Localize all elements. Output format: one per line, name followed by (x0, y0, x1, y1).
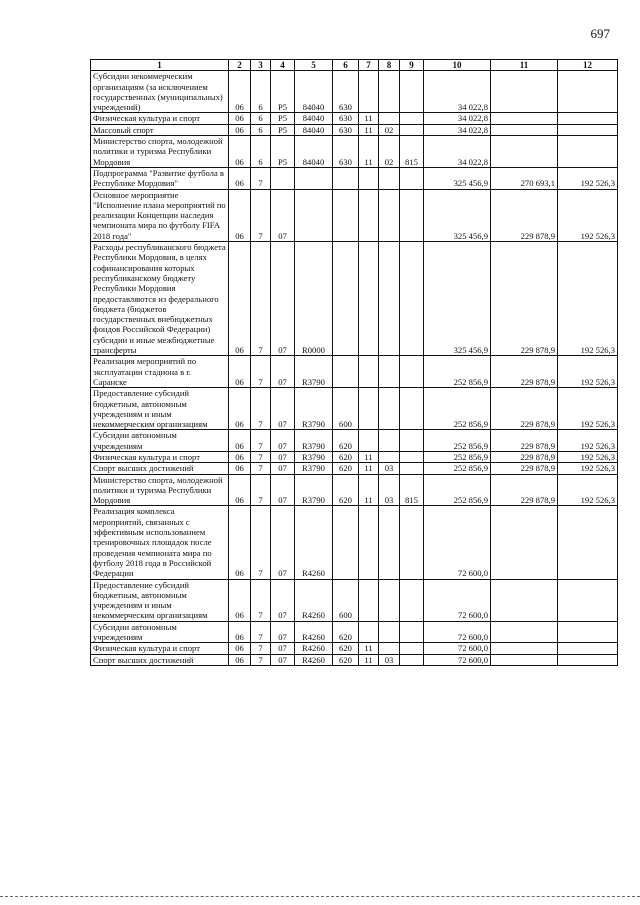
code-cell: 06 (229, 621, 251, 643)
amount-cell: 192 526,3 (558, 242, 618, 356)
code-cell: 02 (379, 124, 400, 135)
code-cell: 07 (271, 643, 295, 654)
code-cell: P5 (271, 124, 295, 135)
code-cell: R4260 (295, 654, 333, 665)
code-cell: 630 (333, 71, 359, 113)
table-row (91, 463, 618, 474)
table-body (91, 71, 618, 666)
code-cell: 7 (251, 356, 271, 388)
code-cell (400, 654, 424, 665)
code-cell: 11 (359, 654, 379, 665)
amount-cell: 72 600,0 (424, 643, 491, 654)
table-row (91, 71, 618, 113)
code-cell: 07 (271, 654, 295, 665)
code-cell (379, 388, 400, 430)
code-cell (359, 621, 379, 643)
table-row (91, 242, 618, 356)
code-cell: 630 (333, 113, 359, 124)
amount-cell (558, 113, 618, 124)
amount-cell: 192 526,3 (558, 463, 618, 474)
code-cell: 620 (333, 463, 359, 474)
code-cell: 815 (400, 474, 424, 506)
code-cell (400, 643, 424, 654)
code-cell (359, 242, 379, 356)
code-cell: R3790 (295, 430, 333, 452)
code-cell: 07 (271, 621, 295, 643)
amount-cell: 229 878,9 (491, 356, 558, 388)
amount-cell: 229 878,9 (491, 242, 558, 356)
code-cell: 06 (229, 124, 251, 135)
code-cell: 7 (251, 463, 271, 474)
code-cell: 7 (251, 388, 271, 430)
amount-cell: 192 526,3 (558, 451, 618, 462)
code-cell: 11 (359, 113, 379, 124)
amount-cell: 192 526,3 (558, 474, 618, 506)
table-row (91, 356, 618, 388)
code-cell: 06 (229, 71, 251, 113)
item-name-cell: Субсидии автономным учреждениям (91, 621, 229, 643)
code-cell: 11 (359, 136, 379, 168)
code-cell: 07 (271, 388, 295, 430)
code-cell: 06 (229, 356, 251, 388)
code-cell: 7 (251, 654, 271, 665)
code-cell: R0000 (295, 242, 333, 356)
amount-cell (558, 136, 618, 168)
code-cell: 07 (271, 579, 295, 621)
code-cell: R3790 (295, 388, 333, 430)
table-row (91, 430, 618, 452)
code-cell: 07 (271, 242, 295, 356)
amount-cell (491, 579, 558, 621)
code-cell (333, 167, 359, 189)
amount-cell: 325 456,9 (424, 167, 491, 189)
column-header: 5 (295, 60, 333, 71)
code-cell: 7 (251, 474, 271, 506)
code-cell (400, 167, 424, 189)
code-cell (295, 189, 333, 241)
amount-cell: 192 526,3 (558, 167, 618, 189)
code-cell: 06 (229, 474, 251, 506)
code-cell (379, 643, 400, 654)
code-cell: 620 (333, 643, 359, 654)
code-cell: 03 (379, 474, 400, 506)
amount-cell (491, 643, 558, 654)
amount-cell: 192 526,3 (558, 189, 618, 241)
column-header: 4 (271, 60, 295, 71)
header-row (91, 60, 618, 71)
code-cell: 630 (333, 136, 359, 168)
code-cell: 06 (229, 167, 251, 189)
code-cell (400, 242, 424, 356)
code-cell (379, 506, 400, 579)
code-cell: 7 (251, 643, 271, 654)
table-row (91, 506, 618, 579)
code-cell: 84040 (295, 71, 333, 113)
code-cell (359, 579, 379, 621)
code-cell: 06 (229, 451, 251, 462)
code-cell: 06 (229, 242, 251, 356)
column-header: 6 (333, 60, 359, 71)
code-cell: 7 (251, 621, 271, 643)
column-header: 11 (491, 60, 558, 71)
code-cell (400, 124, 424, 135)
amount-cell: 229 878,9 (491, 189, 558, 241)
code-cell: 06 (229, 388, 251, 430)
amount-cell: 252 856,9 (424, 430, 491, 452)
code-cell (400, 356, 424, 388)
code-cell: 11 (359, 643, 379, 654)
item-name-cell: Физическая культура и спорт (91, 113, 229, 124)
code-cell: 06 (229, 113, 251, 124)
code-cell: 7 (251, 189, 271, 241)
code-cell: P5 (271, 136, 295, 168)
code-cell (333, 242, 359, 356)
amount-cell: 192 526,3 (558, 430, 618, 452)
code-cell: 815 (400, 136, 424, 168)
table-row (91, 579, 618, 621)
code-cell: 02 (379, 136, 400, 168)
code-cell: 620 (333, 430, 359, 452)
code-cell: 03 (379, 463, 400, 474)
code-cell: 07 (271, 451, 295, 462)
code-cell: 84040 (295, 136, 333, 168)
amount-cell: 325 456,9 (424, 189, 491, 241)
table-row (91, 621, 618, 643)
code-cell: R3790 (295, 451, 333, 462)
code-cell: 07 (271, 430, 295, 452)
code-cell (400, 189, 424, 241)
code-cell: 03 (379, 654, 400, 665)
code-cell: 620 (333, 474, 359, 506)
code-cell (400, 71, 424, 113)
code-cell (400, 506, 424, 579)
code-cell: 06 (229, 430, 251, 452)
amount-cell: 229 878,9 (491, 451, 558, 462)
amount-cell: 252 856,9 (424, 451, 491, 462)
column-header: 12 (558, 60, 618, 71)
item-name-cell: Массовый спорт (91, 124, 229, 135)
amount-cell: 34 022,8 (424, 124, 491, 135)
table-row (91, 136, 618, 168)
code-cell: R3790 (295, 474, 333, 506)
code-cell (359, 189, 379, 241)
code-cell (295, 167, 333, 189)
code-cell (333, 356, 359, 388)
code-cell (400, 621, 424, 643)
code-cell (359, 430, 379, 452)
code-cell (379, 451, 400, 462)
code-cell: 07 (271, 189, 295, 241)
code-cell: R4260 (295, 506, 333, 579)
item-name-cell: Спорт высших достижений (91, 654, 229, 665)
code-cell (333, 189, 359, 241)
amount-cell (491, 124, 558, 135)
code-cell (379, 430, 400, 452)
code-cell: 06 (229, 136, 251, 168)
code-cell: 7 (251, 579, 271, 621)
code-cell: 07 (271, 506, 295, 579)
amount-cell: 252 856,9 (424, 474, 491, 506)
code-cell: 07 (271, 463, 295, 474)
item-name-cell: Предоставление субсидий бюджетным, автономным учреждениям и иным некоммерческим организациям (91, 388, 229, 430)
amount-cell (491, 71, 558, 113)
code-cell: 7 (251, 242, 271, 356)
code-cell (400, 579, 424, 621)
budget-table (90, 59, 618, 666)
amount-cell: 229 878,9 (491, 463, 558, 474)
item-name-cell: Субсидии некоммерческим организациям (за исключением государственных (муниципальных) учреждений) (91, 71, 229, 113)
column-header: 10 (424, 60, 491, 71)
code-cell: 7 (251, 506, 271, 579)
code-cell: 6 (251, 71, 271, 113)
amount-cell (558, 124, 618, 135)
table-row (91, 388, 618, 430)
table-row (91, 654, 618, 665)
code-cell: R4260 (295, 643, 333, 654)
amount-cell: 72 600,0 (424, 654, 491, 665)
code-cell (400, 451, 424, 462)
code-cell: 7 (251, 451, 271, 462)
code-cell (379, 189, 400, 241)
code-cell (271, 167, 295, 189)
code-cell (379, 621, 400, 643)
item-name-cell: Министерство спорта, молодежной политики и туризма Республики Мордовия (91, 474, 229, 506)
code-cell: R4260 (295, 579, 333, 621)
code-cell (379, 167, 400, 189)
code-cell: 07 (271, 474, 295, 506)
amount-cell (491, 113, 558, 124)
table-row (91, 124, 618, 135)
amount-cell: 192 526,3 (558, 356, 618, 388)
code-cell (400, 463, 424, 474)
code-cell (333, 506, 359, 579)
table-row (91, 643, 618, 654)
item-name-cell: Физическая культура и спорт (91, 451, 229, 462)
code-cell (359, 506, 379, 579)
code-cell: R3790 (295, 356, 333, 388)
amount-cell (558, 579, 618, 621)
amount-cell: 229 878,9 (491, 474, 558, 506)
column-header: 7 (359, 60, 379, 71)
column-header: 3 (251, 60, 271, 71)
item-name-cell: Субсидии автономным учреждениям (91, 430, 229, 452)
code-cell: P5 (271, 71, 295, 113)
amount-cell: 252 856,9 (424, 356, 491, 388)
code-cell (359, 356, 379, 388)
code-cell: 600 (333, 579, 359, 621)
item-name-cell: Основное мероприятие "Исполнение плана мероприятий по реализации Концепции наследия чемпионата мира по футболу FIFA 2018 года" (91, 189, 229, 241)
page-number: 697 (590, 26, 610, 41)
table-row (91, 474, 618, 506)
item-name-cell: Спорт высших достижений (91, 463, 229, 474)
amount-cell (491, 621, 558, 643)
column-header: 9 (400, 60, 424, 71)
code-cell (379, 71, 400, 113)
code-cell (379, 113, 400, 124)
code-cell: 7 (251, 430, 271, 452)
code-cell (379, 356, 400, 388)
code-cell (400, 430, 424, 452)
table-row (91, 113, 618, 124)
amount-cell (558, 643, 618, 654)
code-cell: 07 (271, 356, 295, 388)
code-cell: 620 (333, 451, 359, 462)
amount-cell (491, 654, 558, 665)
code-cell: 06 (229, 643, 251, 654)
item-name-cell: Реализация комплекса мероприятий, связанных с эффективным использованием тренировочных площадок после проведения чемпионата мира по футболу 2018 года в Российской Федерации (91, 506, 229, 579)
code-cell (359, 167, 379, 189)
code-cell (359, 71, 379, 113)
amount-cell: 72 600,0 (424, 506, 491, 579)
amount-cell: 192 526,3 (558, 388, 618, 430)
amount-cell: 270 693,1 (491, 167, 558, 189)
item-name-cell: Министерство спорта, молодежной политики и туризма Республики Мордовия (91, 136, 229, 168)
code-cell (400, 388, 424, 430)
amount-cell: 72 600,0 (424, 621, 491, 643)
table-row (91, 451, 618, 462)
amount-cell: 252 856,9 (424, 388, 491, 430)
amount-cell (558, 654, 618, 665)
code-cell: 06 (229, 506, 251, 579)
code-cell (379, 579, 400, 621)
code-cell: 06 (229, 463, 251, 474)
code-cell: 6 (251, 136, 271, 168)
item-name-cell: Физическая культура и спорт (91, 643, 229, 654)
code-cell: 620 (333, 621, 359, 643)
code-cell: 11 (359, 451, 379, 462)
code-cell: 06 (229, 579, 251, 621)
code-cell: R3790 (295, 463, 333, 474)
code-cell: 630 (333, 124, 359, 135)
code-cell (359, 388, 379, 430)
code-cell (400, 113, 424, 124)
code-cell: 06 (229, 189, 251, 241)
code-cell: 620 (333, 654, 359, 665)
code-cell: 6 (251, 124, 271, 135)
amount-cell (491, 136, 558, 168)
item-name-cell: Предоставление субсидий бюджетным, автономным учреждениям и иным некоммерческим организациям (91, 579, 229, 621)
column-header: 8 (379, 60, 400, 71)
amount-cell: 34 022,8 (424, 136, 491, 168)
table-row (91, 189, 618, 241)
amount-cell: 229 878,9 (491, 430, 558, 452)
column-header: 2 (229, 60, 251, 71)
amount-cell (558, 506, 618, 579)
amount-cell: 229 878,9 (491, 388, 558, 430)
amount-cell: 34 022,8 (424, 71, 491, 113)
column-header: 1 (91, 60, 229, 71)
code-cell: P5 (271, 113, 295, 124)
amount-cell: 252 856,9 (424, 463, 491, 474)
code-cell: 6 (251, 113, 271, 124)
code-cell: R4260 (295, 621, 333, 643)
amount-cell: 325 456,9 (424, 242, 491, 356)
item-name-cell: Подпрограмма "Развитие футбола в Республике Мордовия" (91, 167, 229, 189)
code-cell (379, 242, 400, 356)
page-bottom-border (0, 896, 640, 901)
table-row (91, 167, 618, 189)
code-cell: 11 (359, 474, 379, 506)
item-name-cell: Расходы республиканского бюджета Республики Мордовия, в целях софинансирования которых республиканскому бюджету Республики Мордовия предоставляются из федерального бюджета (бюджетов государственных внебюджетных фондов Российской Федерации) субсидии и иные межбюджетные трансферты (91, 242, 229, 356)
code-cell: 7 (251, 167, 271, 189)
amount-cell: 72 600,0 (424, 579, 491, 621)
amount-cell (491, 506, 558, 579)
code-cell: 84040 (295, 124, 333, 135)
code-cell: 600 (333, 388, 359, 430)
code-cell: 11 (359, 463, 379, 474)
code-cell: 06 (229, 654, 251, 665)
amount-cell (558, 621, 618, 643)
item-name-cell: Реализация мероприятий по эксплуатации стадиона в г. Саранске (91, 356, 229, 388)
code-cell: 84040 (295, 113, 333, 124)
amount-cell (558, 71, 618, 113)
code-cell: 11 (359, 124, 379, 135)
amount-cell: 34 022,8 (424, 113, 491, 124)
